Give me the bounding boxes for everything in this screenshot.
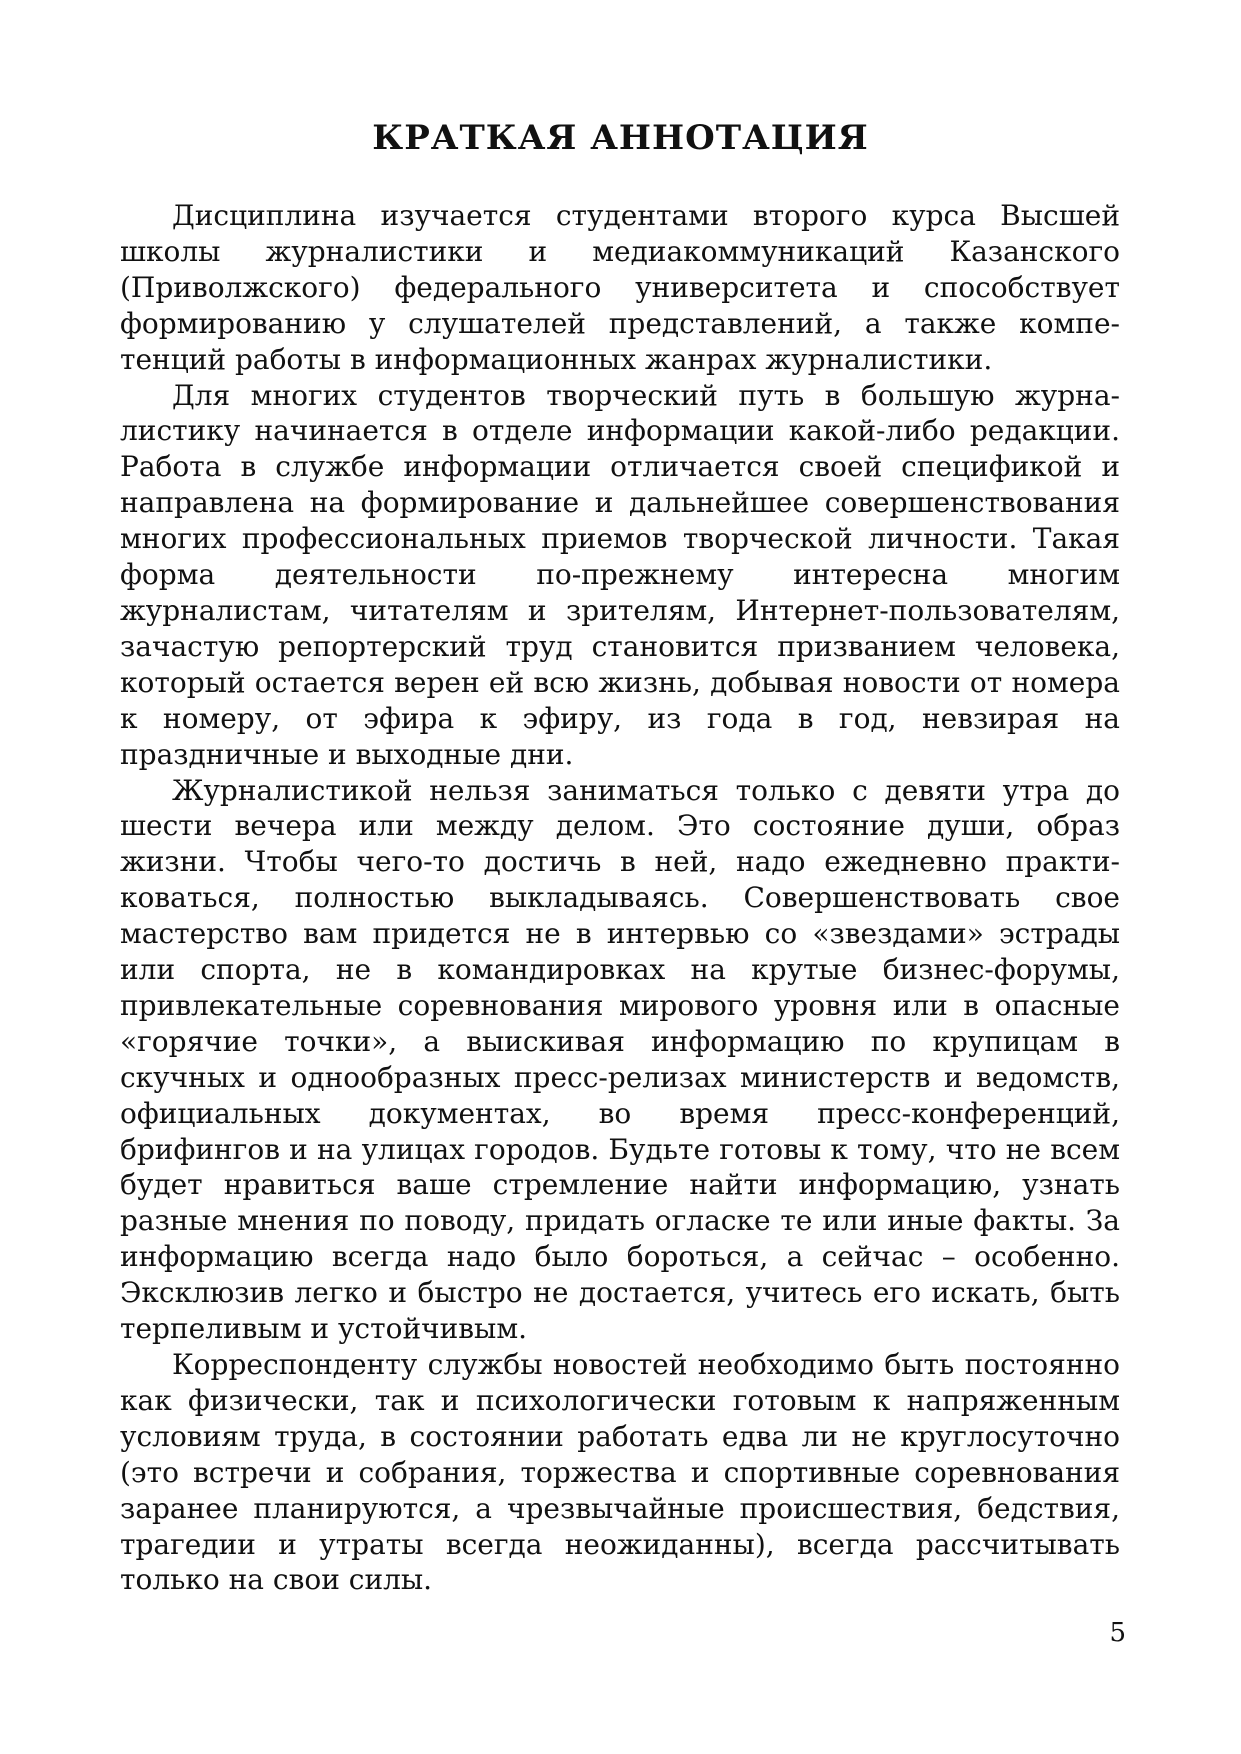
paragraph-4: Корреспонденту службы новостей необходимо быть постоянно как физически, так и психологически готовым к напряженным условиям труда, в состоянии работать едва ли не круглосуточно (это встречи и собрания, торжества и спортивные соревнования заранее планируются, а чрезвычайные происшествия, бедствия, трагедии и утраты всегда неожиданны), всегда рассчитывать только на свои силы. [120, 1348, 1120, 1597]
paragraph-2: Для многих студентов творческий путь в большую журналистику начинается в отделе информации какой-либо редакции. Работа в службе информации отличается своей спецификой и направлена на формирование и дальнейшее совершенствования многих профессиональных приемов творческой личности. Такая форма деятельности по-прежнему интересна многим журналистам, читателям и зрителям, Интернет-пользователям, зачастую репортерский труд становится призванием человека, который остается верен ей всю жизнь, добывая новости от номера к номеру, от эфира к эфиру, из года в год, невзирая на праздничные и выходные дни. [120, 378, 1120, 771]
annotation-body [120, 198, 1120, 1598]
page-title: КРАТКАЯ АННОТАЦИЯ [372, 118, 869, 158]
paragraph-1: Дисциплина изучается студентами второго курса Высшей школы журналистики и медиакоммуникаций Казанского (Приволжского) федерального университета и способствует формированию у слушателей представлений, а также компетенций работы в информационных жанрах журналистики. [120, 199, 1120, 376]
page-number: 5 [1109, 1618, 1126, 1648]
paragraph-3: Журналистикой нельзя заниматься только с девяти утра до шести вечера или между делом. Это состояние души, образ жизни. Чтобы чего-то достичь в ней, надо ежедневно практиковаться, полностью выкладываясь. Совершенствовать свое мастерство вам придется не в интервью со «звездами» эстрады или спорта, не в командировках на крутые бизнес-форумы, привлекательные соревнования мирового уровня или в опасные «горячие точки», а выискивая информацию по крупицам в скучных и однообразных пресс-релизах министерств и ведомств, официальных документах, во время пресс-конференций, брифингов и на улицах городов. Будьте готовы к тому, что не всем будет нравиться ваше стремление найти информацию, узнать разные мнения по поводу, придать огласке те или иные факты. За информацию всегда надо было бороться, а сейчас – особенно. Эксклюзив легко и быстро не достается, учитесь его искать, быть терпеливым и устойчивым. [120, 773, 1120, 1346]
